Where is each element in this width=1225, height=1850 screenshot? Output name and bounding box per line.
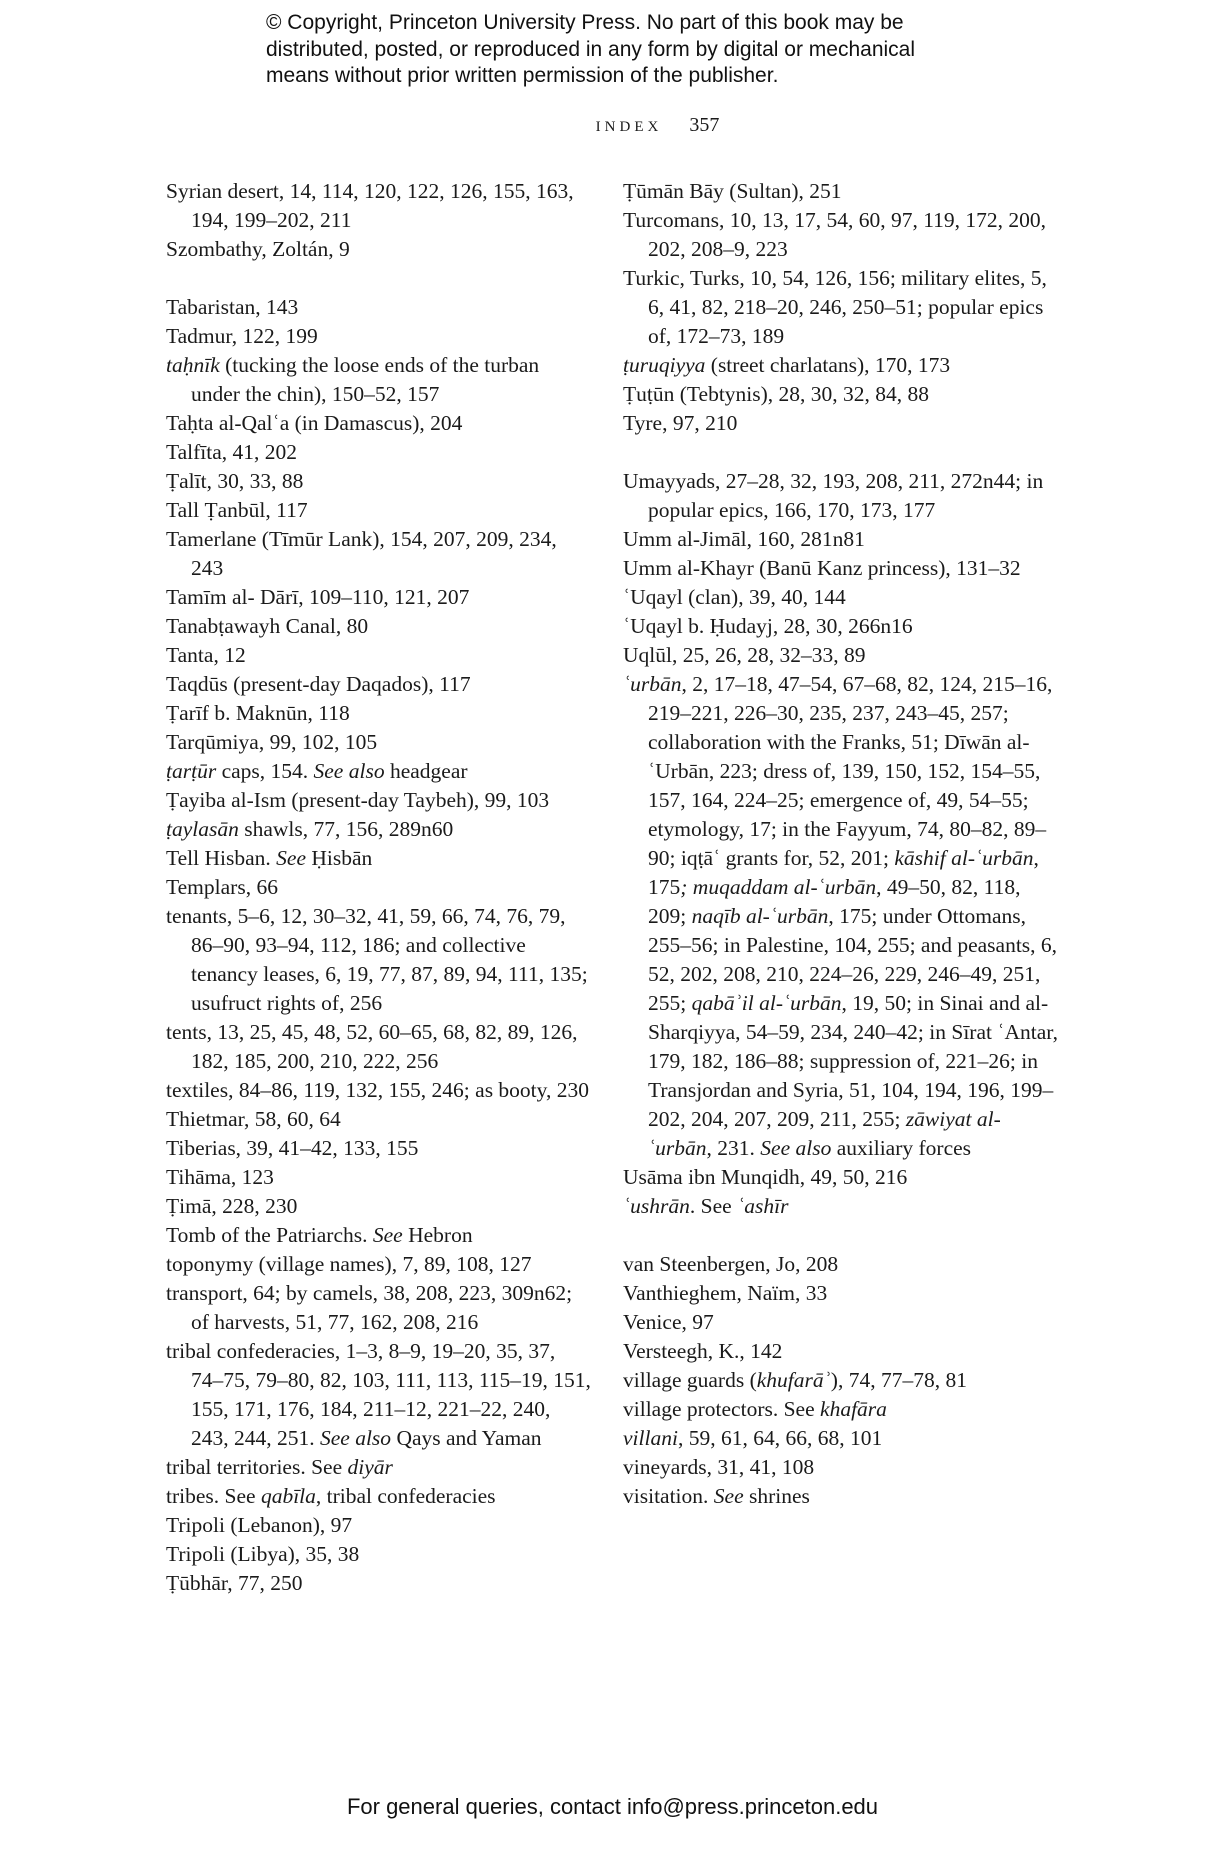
index-entry: ṭaylasān shawls, 77, 156, 289n60 xyxy=(166,817,454,841)
index-entry: transport, 64; by camels, 38, 208, 223, 309n62; of harvests, 51, 77, 162, 208, 216 xyxy=(166,1281,573,1334)
index-entry: toponymy (village names), 7, 89, 108, 127 xyxy=(166,1252,532,1276)
index-entry: Tripoli (Libya), 35, 38 xyxy=(166,1542,360,1566)
index-entry: Uqlūl, 25, 26, 28, 32–33, 89 xyxy=(623,643,866,667)
index-entry: ʿurbān, 2, 17–18, 47–54, 67–68, 82, 124, 215–16, 219–221, 226–30, 235, 237, 243–45, 257; collaboration with the Franks, 51; Dīwān al-ʿUrbān, 223; dress of, 139, 150, 152, 154–55, 157, 164, 224–25; emergence of, 49, 54–55; etymology, 17; in the Fayyum, 74, 80–82, 89–90; iqṭāʿ grants for, 52, 201; kāshif al-ʿurbān, 175; muqaddam al-ʿurbān, 49–50, 82, 118, 209; naqīb al-ʿurbān, 175; under Ottomans, 255–56; in Palestine, 104, 255; and peasants, 6, 52, 202, 208, 210, 224–26, 229, 246–49, 251, 255; qabāʾil al-ʿurbān, 19, 50; in Sinai and al-Sharqiyya, 54–59, 234, 240–42; in Sīrat ʿAntar, 179, 182, 186–88; suppression of, 221–26; in Transjordan and Syria, 51, 104, 194, 196, 199–202, 204, 207, 209, 211, 255; zāwiyat al-ʿurbān, 231. See also auxiliary forces xyxy=(623,672,1058,1160)
index-entry: Tanabṭawayh Canal, 80 xyxy=(166,614,369,638)
index-entry: tenants, 5–6, 12, 30–32, 41, 59, 66, 74, 76, 79, 86–90, 93–94, 112, 186; and collective tenancy leases, 6, 19, 77, 87, 89, 94, 111, 135; usufruct rights of, 256 xyxy=(166,904,588,1015)
index-entry: textiles, 84–86, 119, 132, 155, 246; as booty, 230 xyxy=(166,1078,590,1102)
index-entry: ṭarṭūr caps, 154. See also headgear xyxy=(166,759,468,783)
index-entry: ṭuruqiyya (street charlatans), 170, 173 xyxy=(623,353,951,377)
index-entry: Turkic, Turks, 10, 54, 126, 156; military elites, 5, 6, 41, 82, 218–20, 246, 250–51; popular epics of, 172–73, 189 xyxy=(623,266,1047,348)
index-entry: Templars, 66 xyxy=(166,875,278,899)
index-entry: village guards (khufarāʾ), 74, 77–78, 81 xyxy=(623,1368,967,1392)
index-entry: Thietmar, 58, 60, 64 xyxy=(166,1107,341,1131)
index-entry: Tall Ṭanbūl, 117 xyxy=(166,498,308,522)
copyright-notice xyxy=(266,10,1026,90)
letter-group-gap xyxy=(623,1221,1063,1250)
index-entry: Vanthieghem, Naïm, 33 xyxy=(623,1281,828,1305)
index-entry: Ṭimā, 228, 230 xyxy=(166,1194,298,1218)
index-entry: village protectors. See khafāra xyxy=(623,1397,887,1421)
index-entry: tribal confederacies, 1–3, 8–9, 19–20, 35, 37, 74–75, 79–80, 82, 103, 111, 113, 115–19, 151, 155, 171, 176, 184, 211–12, 221–22, 240, 243, 244, 251. See also Qays and Yaman xyxy=(166,1339,591,1450)
index-entry: Venice, 97 xyxy=(623,1310,714,1334)
index-entry: Ṭayiba al-Ism (present-day Taybeh), 99, 103 xyxy=(166,788,550,812)
index-entry: Szombathy, Zoltán, 9 xyxy=(166,237,350,261)
letter-group-gap xyxy=(623,438,1063,467)
index-entry: Tamīm al- Dārī, 109–110, 121, 207 xyxy=(166,585,470,609)
index-entry: Tell Hisban. See Ḥisbān xyxy=(166,846,373,870)
footer-contact: For general queries, contact info@press.princeton.edu xyxy=(346,1794,879,1819)
index-entry: van Steenbergen, Jo, 208 xyxy=(623,1252,839,1276)
index-entry: Umm al-Khayr (Banū Kanz princess), 131–32 xyxy=(623,556,1021,580)
index-entry: taḥnīk (tucking the loose ends of the turban under the chin), 150–52, 157 xyxy=(166,353,540,406)
index-entry: Ṭūmān Bāy (Sultan), 251 xyxy=(623,179,842,203)
letter-group-gap xyxy=(166,264,591,293)
index-entry: Tyre, 97, 210 xyxy=(623,411,738,435)
index-entry: Tabaristan, 143 xyxy=(166,295,299,319)
index-entry: Versteegh, K., 142 xyxy=(623,1339,783,1363)
index-entry: villani, 59, 61, 64, 66, 68, 101 xyxy=(623,1426,883,1450)
index-entry: Taḥta al-Qalʿa (in Damascus), 204 xyxy=(166,411,463,435)
index-entry: Turcomans, 10, 13, 17, 54, 60, 97, 119, 172, 200, 202, 208–9, 223 xyxy=(623,208,1047,261)
index-entry: Tamerlane (Tīmūr Lank), 154, 207, 209, 234, 243 xyxy=(166,527,557,580)
index-entry: Umayyads, 27–28, 32, 193, 208, 211, 272n44; in popular epics, 166, 170, 173, 177 xyxy=(623,469,1044,522)
index-entry: tribal territories. See diyār xyxy=(166,1455,393,1479)
index-entry: Tihāma, 123 xyxy=(166,1165,274,1189)
index-entry: Tripoli (Lebanon), 97 xyxy=(166,1513,353,1537)
index-entry: Usāma ibn Munqidh, 49, 50, 216 xyxy=(623,1165,908,1189)
index-entry: Tanta, 12 xyxy=(166,643,246,667)
index-entry: visitation. See shrines xyxy=(623,1484,810,1508)
running-head xyxy=(0,114,1225,137)
index-entry: Tiberias, 39, 41–42, 133, 155 xyxy=(166,1136,419,1160)
index-entry: Talfīta, 41, 202 xyxy=(166,440,298,464)
index-entry: tents, 13, 25, 45, 48, 52, 60–65, 68, 82, 89, 126, 182, 185, 200, 210, 222, 256 xyxy=(166,1020,578,1073)
index-entry: vineyards, 31, 41, 108 xyxy=(623,1455,815,1479)
index-entry: Umm al-Jimāl, 160, 281n81 xyxy=(623,527,865,551)
index-entry: Tomb of the Patriarchs. See Hebron xyxy=(166,1223,473,1247)
index-entry: Ṭalīt, 30, 33, 88 xyxy=(166,469,304,493)
index-entry: ʿushrān. See ʿashīr xyxy=(623,1194,789,1218)
copyright-line: distributed, posted, or reproduced in any form by digital or mechanical xyxy=(266,37,916,61)
index-entry: Taqdūs (present-day Daqados), 117 xyxy=(166,672,471,696)
index-entry: tribes. See qabīla, tribal confederacies xyxy=(166,1484,496,1508)
index-entry: Ṭarīf b. Maknūn, 118 xyxy=(166,701,350,725)
index-column-left xyxy=(166,177,591,1598)
index-entry: ʿUqayl (clan), 39, 40, 144 xyxy=(623,585,846,609)
index-column-right xyxy=(623,177,1063,1511)
index-entry: Ṭuṭūn (Tebtynis), 28, 30, 32, 84, 88 xyxy=(623,382,930,406)
index-entry: ʿUqayl b. Ḥudayj, 28, 30, 266n16 xyxy=(623,614,913,638)
copyright-line: means without prior written permission of the publisher. xyxy=(266,64,779,87)
index-entry: Ṭūbhār, 77, 250 xyxy=(166,1571,303,1595)
index-entry: Tadmur, 122, 199 xyxy=(166,324,318,348)
section-title: INDEX xyxy=(595,119,663,135)
index-entry: Tarqūmiya, 99, 102, 105 xyxy=(166,730,378,754)
index-entry: Syrian desert, 14, 114, 120, 122, 126, 155, 163, 194, 199–202, 211 xyxy=(166,179,574,232)
copyright-line: © Copyright, Princeton University Press. No part of this book may be xyxy=(266,11,904,34)
page-number: 357 xyxy=(689,114,720,136)
